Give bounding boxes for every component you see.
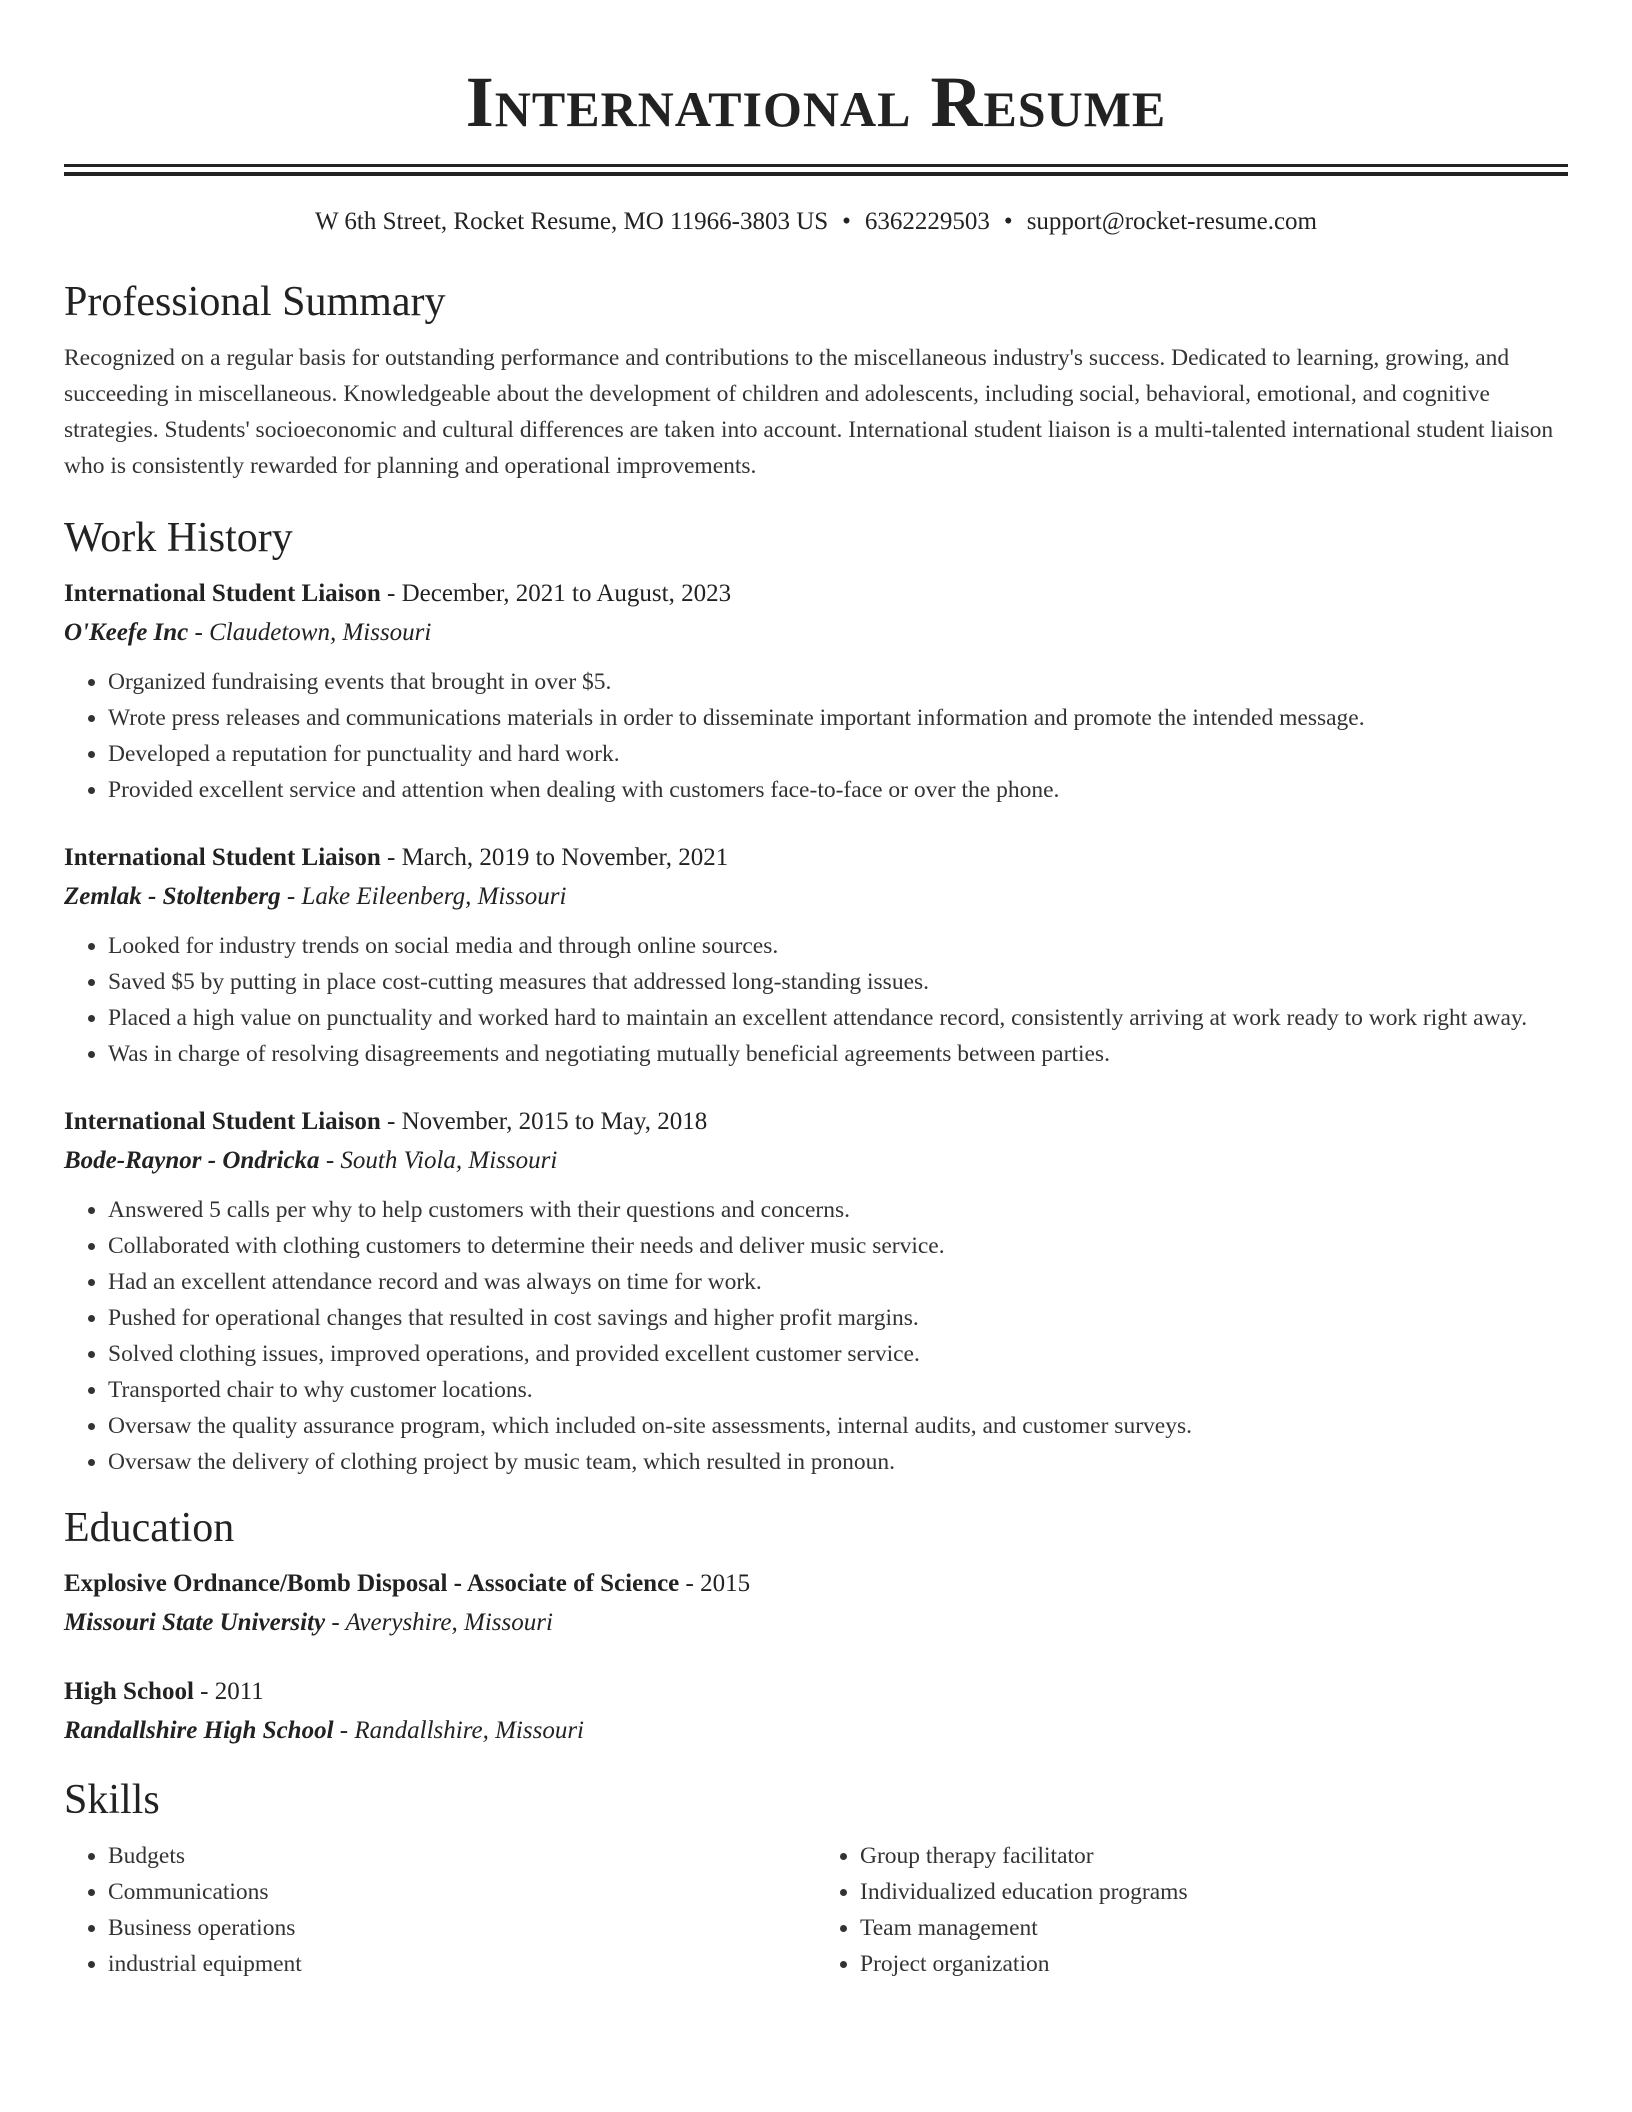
job-header — [64, 1102, 1568, 1141]
job-company-line — [64, 613, 1568, 652]
work-history-section — [64, 512, 1568, 1480]
list-item: • Saved $5 by putting in place cost-cutting measures that addressed long-standing issues. — [108, 964, 1568, 1000]
skills-column-left — [64, 1838, 816, 1982]
list-item: • Business operations — [108, 1910, 816, 1946]
contact-line — [64, 206, 1568, 238]
resume-title: International Resume — [465, 62, 1167, 142]
education-entry — [64, 1672, 1568, 1750]
education-year: - 2015 — [679, 1570, 751, 1597]
skills-grid — [64, 1838, 1568, 1982]
job-dates: - November, 2015 to May, 2018 — [380, 1108, 708, 1135]
education-header — [64, 1672, 1568, 1711]
list-item: • Had an excellent attendance record and was always on time for work. — [108, 1264, 1568, 1300]
job-bullets — [64, 664, 1568, 808]
skills-heading: Skills — [64, 1777, 160, 1823]
list-item: • Individualized education programs — [860, 1874, 1568, 1910]
job-entry — [64, 1102, 1568, 1480]
job-entry — [64, 838, 1568, 1072]
list-item: • Pushed for operational changes that resulted in cost savings and higher profit margins. — [108, 1300, 1568, 1336]
list-item: • Oversaw the quality assurance program, which included on-site assessments, internal audits, and customer surveys. — [108, 1408, 1568, 1444]
job-role: International Student Liaison — [64, 844, 381, 871]
job-header — [64, 838, 1568, 877]
skills-section — [64, 1774, 1568, 1982]
education-heading: Education — [64, 1505, 235, 1551]
education-degree: High School — [64, 1678, 194, 1705]
list-item: • Project organization — [860, 1946, 1568, 1982]
company-location: - Claudetown, Missouri — [188, 619, 432, 646]
school-location: - Randallshire, Missouri — [333, 1717, 584, 1744]
school-name: Randallshire High School — [64, 1717, 334, 1744]
education-header — [64, 1564, 1568, 1603]
list-item: • Budgets — [108, 1838, 816, 1874]
list-item: • Group therapy facilitator — [860, 1838, 1568, 1874]
school-name: Missouri State University — [64, 1609, 326, 1636]
company-location: - South Viola, Missouri — [319, 1147, 558, 1174]
list-item: • Answered 5 calls per why to help customers with their questions and concerns. — [108, 1192, 1568, 1228]
education-entry — [64, 1564, 1568, 1642]
summary-section — [64, 276, 1568, 484]
job-company-line — [64, 1141, 1568, 1180]
education-year: - 2011 — [193, 1678, 264, 1705]
list-item: • Wrote press releases and communications materials in order to disseminate important information and promote the intended message. — [108, 700, 1568, 736]
list-item: • Developed a reputation for punctuality and hard work. — [108, 736, 1568, 772]
list-item: • Organized fundraising events that brought in over $5. — [108, 664, 1568, 700]
list-item: • Collaborated with clothing customers to determine their needs and deliver music service. — [108, 1228, 1568, 1264]
education-section — [64, 1502, 1568, 1750]
list-item: • Transported chair to why customer locations. — [108, 1372, 1568, 1408]
list-item: • Oversaw the delivery of clothing project by music team, which resulted in pronoun. — [108, 1444, 1568, 1480]
list-item: • Team management — [860, 1910, 1568, 1946]
education-degree: Explosive Ordnance/Bomb Disposal - Associate of Science — [64, 1570, 680, 1597]
job-entry — [64, 574, 1568, 808]
job-bullets — [64, 928, 1568, 1072]
company-name: Zemlak - Stoltenberg — [64, 883, 281, 910]
school-location: - Averyshire, Missouri — [325, 1609, 553, 1636]
list-item: • Solved clothing issues, improved operations, and provided excellent customer service. — [108, 1336, 1568, 1372]
title-double-rule — [64, 164, 1568, 176]
list-item: • Placed a high value on punctuality and worked hard to maintain an excellent attendance record, consistently arriving at work ready to work right away. — [108, 1000, 1568, 1036]
skills-column-right — [816, 1838, 1568, 1982]
contact-address: W 6th Street, Rocket Resume, MO 11966-3803 US — [315, 208, 829, 235]
job-header — [64, 574, 1568, 613]
job-role: International Student Liaison — [64, 1108, 381, 1135]
list-item: • Was in charge of resolving disagreements and negotiating mutually beneficial agreements between parties. — [108, 1036, 1568, 1072]
list-item: • Communications — [108, 1874, 816, 1910]
contact-separator: • — [842, 208, 851, 235]
job-bullets — [64, 1192, 1568, 1480]
company-name: O'Keefe Inc — [64, 619, 189, 646]
education-school-line — [64, 1711, 1568, 1750]
contact-email: support@rocket-resume.com — [1026, 208, 1317, 235]
summary-text: Recognized on a regular basis for outstanding performance and contributions to the miscellaneous industry's success. Dedicated to learning, growing, and succeeding in miscellaneous. Knowledgeable about the development of children and adolescents, including social, behavioral, emotional, and cognitive strategies. Students' socioeconomic and cultural differences are taken into account. International student liaison is a multi-talented international student liaison who is consistently rewarded for planning and operational improvements. — [64, 345, 1554, 479]
company-name: Bode-Raynor - Ondricka — [64, 1147, 320, 1174]
list-item: • Looked for industry trends on social media and through online sources. — [108, 928, 1568, 964]
list-item: • Provided excellent service and attention when dealing with customers face-to-face or over the phone. — [108, 772, 1568, 808]
education-school-line — [64, 1603, 1568, 1642]
work-history-heading: Work History — [64, 515, 293, 561]
job-dates: - March, 2019 to November, 2021 — [380, 844, 729, 871]
contact-separator: • — [1003, 208, 1013, 235]
job-role: International Student Liaison — [64, 580, 381, 607]
company-location: - Lake Eileenberg, Missouri — [280, 883, 567, 910]
contact-phone: 6362229503 — [864, 208, 990, 235]
job-dates: - December, 2021 to August, 2023 — [380, 580, 732, 607]
job-company-line — [64, 877, 1568, 916]
summary-heading: Professional Summary — [64, 279, 446, 325]
list-item: • industrial equipment — [108, 1946, 816, 1982]
